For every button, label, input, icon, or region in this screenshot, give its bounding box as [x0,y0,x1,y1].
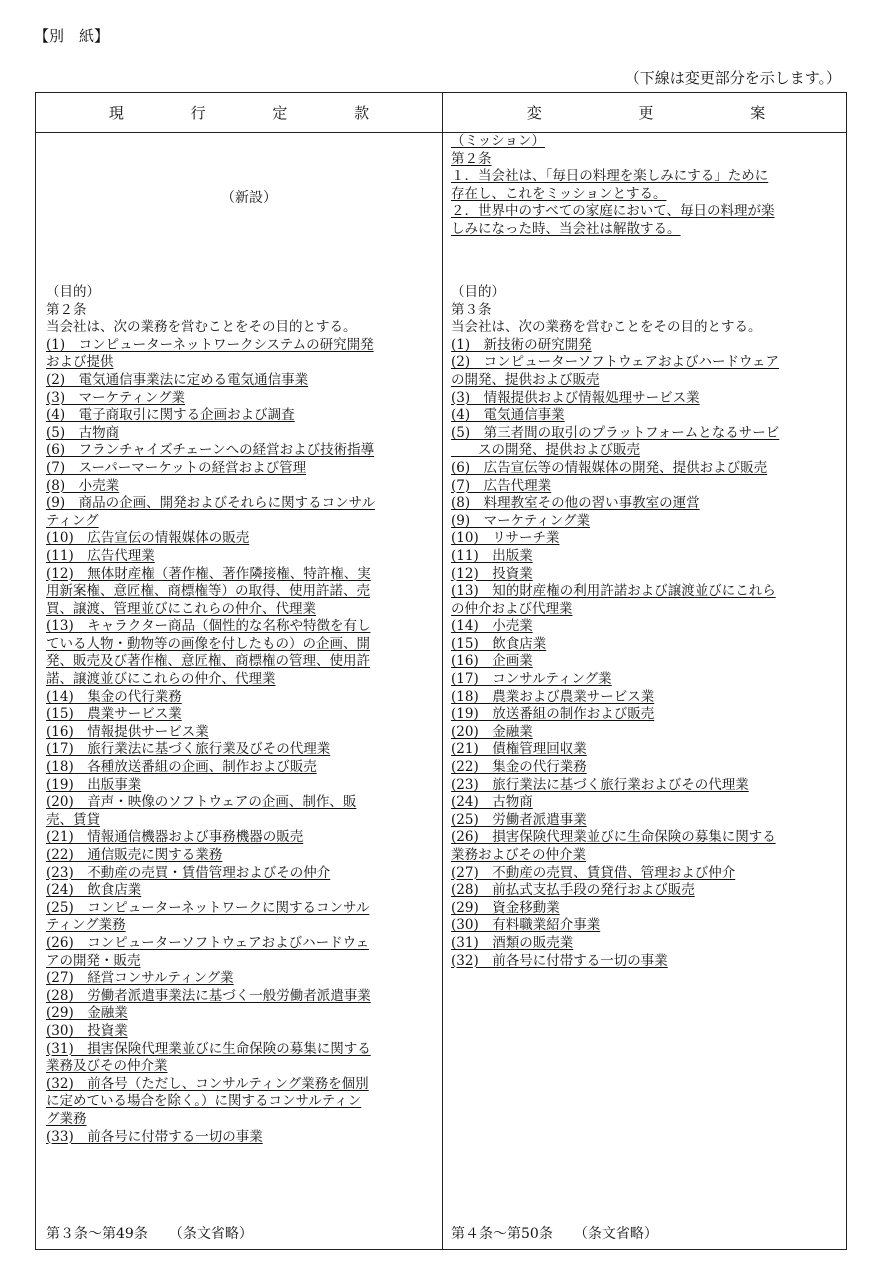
article-line: (18) 農業および農業サービス業 [451,688,655,705]
article-line: (32) 前各号に付帯する一切の事業 [451,952,668,969]
article-line: 業務及びその仲介業 [46,1058,168,1075]
proposed-articles-footer: 第４条～第50条 （条文省略） [451,1226,658,1242]
article-line: (3) マーケティング業 [46,389,186,406]
article-line: 存在し、これをミッションとする。 [451,185,667,202]
article-line: (25) 労働者派遣事業 [451,811,587,828]
article-line: (8) 小売業 [46,477,120,494]
article-line: (27) 不動産の売買、賃貸借、管理および仲介 [451,864,736,881]
article-line: (26) コンピューターソフトウェアおよびハードウェ [46,934,370,951]
article-line: (15) 飲食店業 [451,635,547,652]
article-line: および提供 [46,354,114,371]
article-line: (23) 不動産の売買・賃借管理およびその仲介 [46,864,331,881]
article-line: (4) 電子商取引に関する企画および調査 [46,407,295,424]
article-line: (7) スーパーマーケットの経営および管理 [46,459,307,476]
article-line: ２．世界中のすべての家庭において、毎日の料理が楽 [451,203,775,220]
article-line: (28) 労働者派遣事業法に基づく一般労働者派遣事業 [46,987,371,1004]
article-line: グ業務 [46,1110,87,1127]
article-line: (27) 経営コンサルティング業 [46,970,234,987]
article-line: （ミッション） [451,133,545,149]
article-line: (26) 損害保険代理業並びに生命保険の募集に関する [451,829,776,846]
article-line: (16) 企画業 [451,653,533,670]
article-line: (6) 広告宣伝等の情報媒体の開発、提供および販売 [451,459,768,476]
article-line: (20) 音声・映像のソフトウェアの企画、制作、販 [46,794,357,811]
article-line: 発、販売及び著作権、意匠権、商標権の管理、使用許 [46,653,370,670]
article-line: (30) 有料職業紹介事業 [451,917,601,934]
article-line: (3) 情報提供および情報処理サービス業 [451,389,700,406]
article-line: に定めている場合を除く。）に関するコンサルティン [46,1093,362,1110]
article-line: (14) 集金の代行業務 [46,688,182,705]
article-line: （目的） [46,284,100,300]
article-line: (22) 集金の代行業務 [451,759,587,776]
article-line: しみになった時、当会社は解散する。 [451,220,681,237]
article-line: ティング業務 [46,917,126,934]
article-line: (13) 知的財産権の利用許諾および譲渡並びにこれら [451,583,776,600]
article-line: の開発、提供および販売 [451,371,600,388]
article-line: 諾、譲渡並びにこれらの仲介、代理業 [46,671,276,688]
article-line: (21) 債権管理回収業 [451,741,587,758]
article-line: 第２条 [451,150,492,167]
article-line: (24) 古物商 [451,794,533,811]
article-line: (10) 広告宣伝の情報媒体の販売 [46,530,250,547]
article-line: (22) 通信販売に関する業務 [46,847,223,863]
article-line: 売、賃貸 [46,811,100,828]
article-line: (31) 損害保険代理業並びに生命保険の募集に関する [46,1040,371,1057]
article-line: (14) 小売業 [451,618,533,635]
article-line: (29) 資金移動業 [451,899,560,916]
article-line: 当会社は、次の業務を営むことをその目的とする。 [46,319,357,336]
article-line: (8) 料理教室その他の習い事教室の運営 [451,495,700,512]
article-line: (7) 広告代理業 [451,477,552,494]
column-divider [442,93,443,1249]
article-line: （目的） [451,284,505,300]
article-line: (17) 旅行業法に基づく旅行業及びその代理業 [46,741,331,758]
article-line: 第２条 [46,301,87,318]
article-line: (6) フランチャイズチェーンへの経営および技術指導 [46,442,375,459]
article-line: (5) 第三者間の取引のプラットフォームとなるサービ [451,424,780,441]
article-line: (24) 飲食店業 [46,882,142,899]
article-line: ている人物・動物等の画像を付したもの）の企画、開 [46,635,370,652]
current-articles-footer: 第３条～第49条 （条文省略） [46,1226,253,1242]
article-line: (1) コンピューターネットワークシステムの研究開発 [46,336,374,353]
article-line: (32) 前各号（ただし、コンサルティング業務を個別 [46,1075,369,1092]
article-line: ティング [46,512,99,529]
article-line: スの開発、提供および販売 [451,442,640,459]
article-line: (29) 金融業 [46,1005,128,1022]
article-line: (4) 電気通信事業 [451,407,565,424]
article-line: 当会社は、次の業務を営むことをその目的とする。 [451,319,762,336]
article-line: (31) 酒類の販売業 [451,934,574,951]
article-line: (21) 情報通信機器および事務機器の販売 [46,829,304,846]
article-line: １．当会社は、「毎日の料理を楽しみにする」ために [451,168,769,185]
article-line: (1) 新技術の研究開発 [451,336,592,353]
article-line: (18) 各種放送番組の企画、制作および販売 [46,759,317,776]
article-line: 第３条 [451,301,492,318]
article-line: (16) 情報提供サービス業 [46,723,209,740]
attachment-label: 【別 紙】 [34,27,110,45]
article-line: (17) コンサルティング業 [451,671,612,688]
article-line: (13) キャラクター商品（個性的な名称や特徴を有し [46,618,371,635]
new-provision-label: （新設） [221,190,277,206]
article-line: (11) 広告代理業 [46,547,155,564]
header-proposed-changes: 変 更 案 [526,104,766,122]
comparison-table [35,92,847,1250]
article-line: (12) 無体財産権（著作権、著作隣接権、特許権、実 [46,565,371,582]
table-header [36,93,846,133]
article-line: (2) 電気通信事業法に定める電気通信事業 [46,371,309,388]
underline-note: （下線は変更部分を示します。） [624,69,841,87]
article-line: (5) 古物商 [46,424,120,441]
article-line: 用新案権、意匠権、商標権等）の取得、使用許諾、売 [46,583,370,600]
article-line: 業務およびその仲介業 [451,847,586,863]
article-line: (19) 放送番組の制作および販売 [451,706,655,723]
article-line: (28) 前払式支払手段の発行および販売 [451,882,695,899]
article-line: (10) リサーチ業 [451,530,560,547]
article-line: の仲介および代理業 [451,600,573,617]
article-line: (11) 出版業 [451,547,533,564]
article-line: (33) 前各号に付帯する一切の事業 [46,1128,263,1145]
article-line: アの開発・販売 [46,952,141,969]
article-line: (15) 農業サービス業 [46,706,182,723]
article-line: (30) 投資業 [46,1022,128,1039]
article-line: (2) コンピューターソフトウェアおよびハードウェア [451,354,780,371]
article-line: (23) 旅行業法に基づく旅行業およびその代理業 [451,776,749,793]
article-line: (12) 投資業 [451,565,533,582]
article-line: (9) 商品の企画、開発およびそれらに関するコンサル [46,495,375,512]
header-current-articles: 現 行 定 款 [108,104,370,122]
article-line: (9) マーケティング業 [451,512,591,529]
article-line: (19) 出版事業 [46,776,142,793]
article-line: (25) コンピューターネットワークに関するコンサル [46,899,370,916]
article-line: (20) 金融業 [451,723,533,740]
article-line: 買、譲渡、管理並びにこれらの仲介、代理業 [46,600,316,617]
